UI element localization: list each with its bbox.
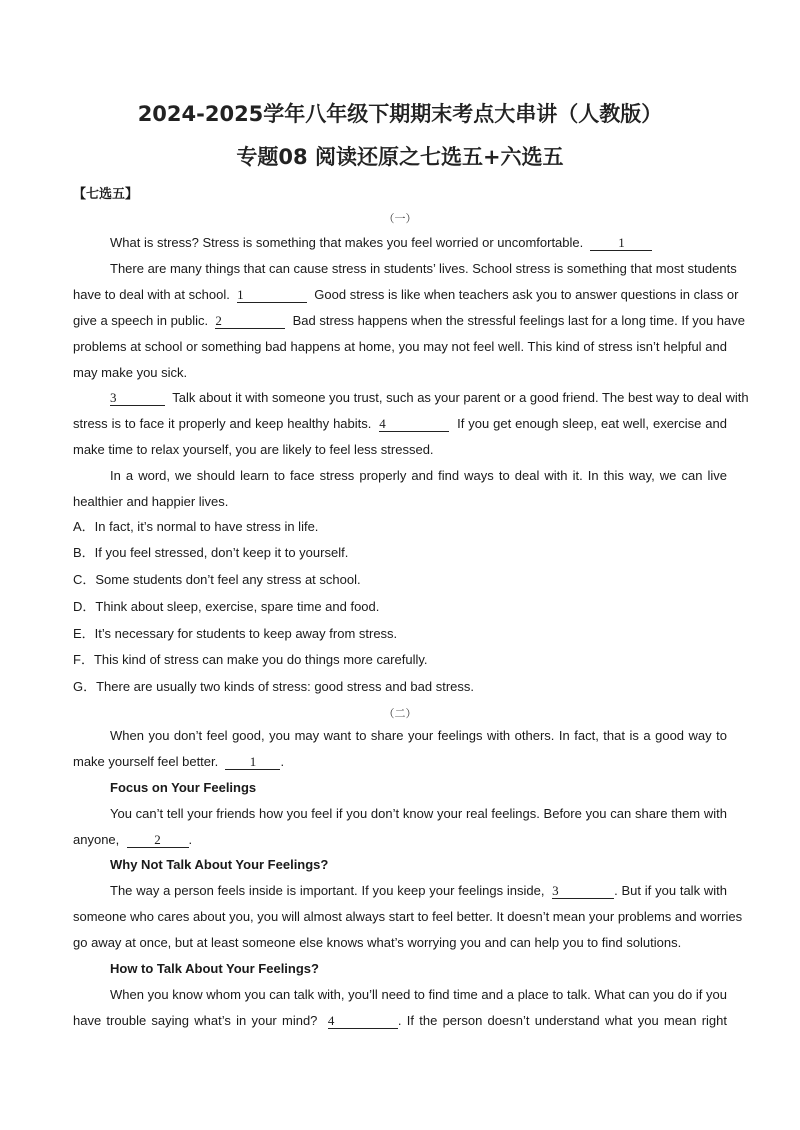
blank-1[interactable]: 1	[590, 236, 652, 251]
p2-blank-3[interactable]: 3	[552, 884, 614, 899]
p1-line-4: give a speech in public. 2 Bad stress happens when the stressful feelings last for a long time. If you have	[73, 313, 745, 328]
option-f: F．This kind of stress can make you do things more carefully.	[73, 652, 428, 667]
option-a: A．In fact, it’s normal to have stress in life.	[73, 519, 319, 534]
option-d: D．Think about sleep, exercise, spare time and food.	[73, 599, 380, 614]
p2-line-2: make yourself feel better. 1 .	[73, 754, 285, 769]
p1-line-6: may make you sick.	[73, 365, 188, 380]
heading-why-not-talk: Why Not Talk About Your Feelings?	[110, 857, 329, 872]
option-g: G．There are usually two kinds of stress: good stress and bad stress.	[73, 679, 475, 694]
p1-line-11: healthier and happier lives.	[73, 494, 229, 509]
document-title: 2024-2025学年八年级下期期末考点大串讲（人教版）	[137, 102, 663, 126]
p1-line-2: There are many things that can cause stress in students’ lives. School stress is something that most students	[110, 261, 737, 276]
p2-blank-2[interactable]: 2	[127, 833, 189, 848]
blank-1b[interactable]: 1	[237, 288, 307, 303]
p1-line-1: What is stress? Stress is something that makes you feel worried or uncomfortable. 1	[110, 235, 727, 251]
passage-2-mark: （二）	[383, 707, 417, 720]
option-b: B．If you feel stressed, don’t keep it to yourself.	[73, 545, 349, 560]
p1-line-9: make time to relax yourself, you are likely to feel less stressed.	[73, 442, 434, 457]
p2-blank-1[interactable]: 1	[225, 755, 280, 770]
blank-2[interactable]: 2	[215, 314, 285, 329]
heading-how-to-talk: How to Talk About Your Feelings?	[110, 961, 319, 976]
section-tag: 【七选五】	[73, 187, 139, 202]
blank-4[interactable]: 4	[379, 417, 449, 432]
option-c: C．Some students don’t feel any stress at school.	[73, 572, 361, 587]
p2-line-1: When you don’t feel good, you may want to share your feelings with others. In fact, that is a good way to	[110, 728, 727, 743]
p2-line-8: When you know whom you can talk with, you’ll need to find time and a place to talk. What can you do if you	[110, 987, 727, 1002]
heading-focus-feelings: Focus on Your Feelings	[110, 780, 257, 795]
p1-line-8: stress is to face it properly and keep healthy habits. 4 If you get enough sleep, eat well, exercise and	[73, 416, 727, 431]
p1-line-5: problems at school or something bad happens at home, you may not feel well. This kind of stress isn’t helpful and	[73, 339, 727, 354]
p2-line-9: have trouble saying what’s in your mind? 4 . If the person doesn’t understand what you mean right	[73, 1013, 727, 1028]
p2-line-5: The way a person feels inside is important. If you keep your feelings inside, 3 . But if you talk with	[110, 883, 727, 898]
blank-3[interactable]: 3	[110, 391, 165, 406]
document-subtitle: 专题08 阅读还原之七选五+六选五	[236, 145, 564, 169]
p1-line-3: have to deal with at school. 1 Good stress is like when teachers ask you to answer questions in class or	[73, 287, 739, 302]
p2-line-6: someone who cares about you, you will almost always start to feel better. It doesn’t mean your problems and worries	[73, 909, 743, 924]
p2-line-4: anyone, 2 .	[73, 832, 193, 847]
p1-line-10: In a word, we should learn to face stress properly and find ways to deal with it. In this way, we can live	[110, 468, 727, 483]
p2-blank-4[interactable]: 4	[328, 1014, 398, 1029]
option-e: E．It’s necessary for students to keep away from stress.	[73, 626, 398, 641]
p2-line-7: go away at once, but at least someone else knows what’s worrying you and can help you to find solutions.	[73, 935, 682, 950]
p2-line-3: You can’t tell your friends how you feel if you don’t know your real feelings. Before you can share them with	[110, 806, 727, 821]
p1-line-7: 3 Talk about it with someone you trust, such as your parent or a good friend. The best way to deal with	[110, 390, 749, 405]
passage-1-mark: （一）	[383, 212, 417, 225]
